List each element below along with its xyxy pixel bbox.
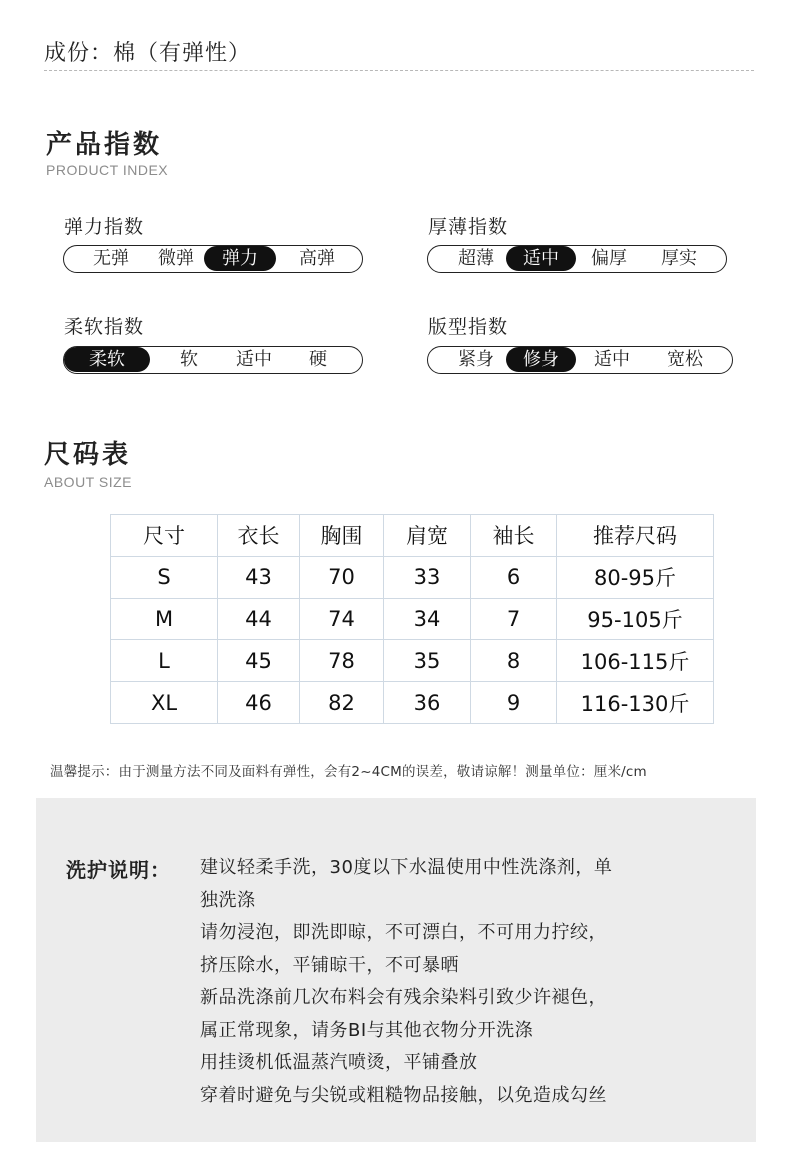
table-cell: 74	[300, 598, 384, 640]
thickness-label: 厚薄指数	[428, 216, 509, 238]
product-index-subtitle: PRODUCT INDEX	[46, 162, 169, 178]
table-cell: 36	[384, 682, 471, 724]
table-cell: 95-105斤	[557, 598, 714, 640]
care-section	[36, 798, 756, 1142]
care-instructions	[200, 852, 720, 1112]
softness-scale	[63, 346, 363, 374]
elasticity-option-selected: 弹力	[204, 246, 276, 271]
table-header: 衣长	[218, 515, 300, 557]
table-cell: 45	[218, 640, 300, 682]
thickness-option: 超薄	[458, 248, 494, 269]
table-cell: 9	[471, 682, 557, 724]
care-line: 新品洗涤前几次布料会有残余染料引致少许褪色，	[200, 987, 607, 1008]
fit-scale	[427, 346, 733, 374]
table-cell: S	[111, 556, 218, 598]
table-cell: 46	[218, 682, 300, 724]
table-cell: 70	[300, 556, 384, 598]
table-cell: 82	[300, 682, 384, 724]
thickness-scale	[427, 245, 727, 273]
table-header: 胸围	[300, 515, 384, 557]
fit-option-selected: 修身	[506, 347, 576, 372]
table-cell: L	[111, 640, 218, 682]
table-cell: 116-130斤	[557, 682, 714, 724]
softness-option: 适中	[236, 349, 272, 370]
size-chart-title: 尺码表	[44, 440, 132, 470]
fit-label: 版型指数	[428, 316, 509, 338]
elasticity-scale	[63, 245, 363, 273]
elasticity-label: 弹力指数	[64, 216, 145, 238]
table-cell: XL	[111, 682, 218, 724]
care-title: 洗护说明：	[66, 858, 171, 882]
table-header: 肩宽	[384, 515, 471, 557]
thickness-option: 偏厚	[591, 248, 627, 269]
table-cell: 35	[384, 640, 471, 682]
elasticity-option: 微弹	[158, 248, 194, 269]
fit-option: 紧身	[458, 349, 494, 370]
care-line: 挤压除水，平铺晾干，不可暴晒	[200, 954, 459, 976]
table-cell: 8	[471, 640, 557, 682]
table-cell: 6	[471, 556, 557, 598]
thickness-option: 厚实	[661, 248, 697, 269]
table-cell: 43	[218, 556, 300, 598]
table-cell: M	[111, 598, 218, 640]
table-row	[111, 682, 714, 724]
table-row	[111, 598, 714, 640]
table-cell: 33	[384, 556, 471, 598]
care-line: 穿着时避免与尖锐或粗糙物品接触，以免造成勾丝	[200, 1084, 607, 1106]
table-cell: 80-95斤	[557, 556, 714, 598]
dashed-divider	[44, 70, 754, 71]
table-cell: 106-115斤	[557, 640, 714, 682]
product-index-title: 产品指数	[46, 130, 163, 160]
table-row	[111, 556, 714, 598]
care-line: 独洗涤	[200, 889, 256, 911]
table-cell: 44	[218, 598, 300, 640]
table-header-row	[111, 515, 714, 557]
fit-option: 适中	[594, 349, 630, 370]
size-table	[110, 514, 714, 724]
material-text: 成份：棉（有弹性）	[44, 41, 252, 66]
measurement-note: 温馨提示：由于测量方法不同及面料有弹性，会有2~4CM的误差，敬请谅解！测量单位：厘米/cm	[50, 764, 647, 780]
elasticity-option: 高弹	[299, 248, 335, 269]
table-row	[111, 640, 714, 682]
size-chart-subtitle: ABOUT SIZE	[44, 474, 132, 490]
care-line: 请勿浸泡，即洗即晾，不可漂白，不可用力拧绞，	[200, 922, 607, 943]
table-cell: 7	[471, 598, 557, 640]
thickness-option-selected: 适中	[506, 246, 576, 271]
softness-option: 软	[180, 349, 198, 370]
softness-option: 硬	[309, 349, 327, 370]
care-line: 属正常现象，请务BI与其他衣物分开洗涤	[200, 1019, 534, 1041]
softness-label: 柔软指数	[64, 316, 145, 338]
table-cell: 78	[300, 640, 384, 682]
fit-option: 宽松	[667, 349, 703, 370]
table-header: 推荐尺码	[557, 515, 714, 557]
elasticity-option: 无弹	[93, 248, 129, 269]
table-header: 尺寸	[111, 515, 218, 557]
care-line: 建议轻柔手洗，30度以下水温使用中性洗涤剂，单	[200, 857, 613, 878]
care-line: 用挂烫机低温蒸汽喷烫，平铺叠放	[200, 1052, 478, 1073]
table-header: 袖长	[471, 515, 557, 557]
softness-option-selected: 柔软	[64, 347, 150, 372]
table-cell: 34	[384, 598, 471, 640]
